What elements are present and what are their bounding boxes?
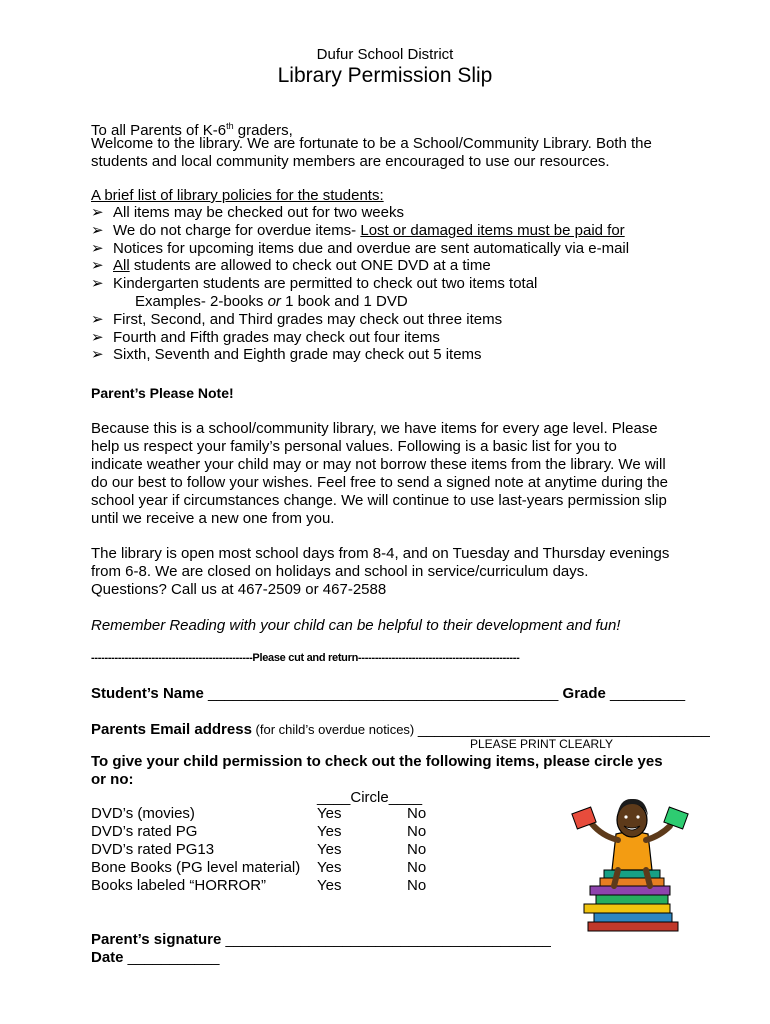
cut-line: ------------------------------------------------Please cut and return------------------------------------------------ xyxy=(91,652,520,664)
table-row xyxy=(91,805,467,823)
policy-text: students are allowed to check out ONE DVD at a time xyxy=(129,257,491,275)
salutation-sup: th xyxy=(226,121,234,131)
grade-label: Grade xyxy=(562,685,606,702)
yes-option[interactable]: Yes xyxy=(317,823,342,840)
item-name: Bone Books (PG level material) xyxy=(91,859,301,876)
policy-text: First, Second, and Third grades may check out three items xyxy=(113,310,503,328)
page-title: Library Permission Slip xyxy=(277,64,493,87)
student-name-row xyxy=(91,685,685,703)
permission-instruction: or no: xyxy=(91,771,134,788)
note-line: school year if circumstances change. We will continue to use last-years permission slip xyxy=(91,492,667,509)
arrow-bullet-icon: ➢ xyxy=(91,328,104,346)
date-field[interactable]: ___________ xyxy=(123,949,220,966)
circle-header: ____Circle____ xyxy=(317,789,423,806)
hours-line: from 6-8. We are closed on holidays and school in service/curriculum days. xyxy=(91,563,589,580)
list-item xyxy=(91,311,629,329)
policy-text: We do not charge for overdue items- xyxy=(113,221,361,239)
policies-heading: A brief list of library policies for the students: xyxy=(91,187,384,204)
list-item xyxy=(91,346,629,364)
date-label: Date xyxy=(91,949,124,966)
yes-option[interactable]: Yes xyxy=(317,805,342,822)
arrow-bullet-icon: ➢ xyxy=(91,346,104,364)
print-clearly-note: PLEASE PRINT CLEARLY xyxy=(470,737,613,751)
note-line: until we receive a new one from you. xyxy=(91,510,335,527)
policy-text: Examples- 2-books xyxy=(135,292,268,310)
note-heading: Parent’s Please Note! xyxy=(91,385,234,401)
arrow-bullet-icon: ➢ xyxy=(91,275,104,293)
grade-field[interactable]: _________ xyxy=(605,685,686,702)
arrow-bullet-icon: ➢ xyxy=(91,310,104,328)
arrow-bullet-icon: ➢ xyxy=(91,257,104,275)
email-label: Parents Email address xyxy=(91,721,252,738)
list-item xyxy=(91,204,629,222)
table-row xyxy=(91,823,467,841)
arrow-bullet-icon: ➢ xyxy=(91,221,104,239)
policy-text: All items may be checked out for two weeks xyxy=(113,204,404,221)
student-name-label: Student’s Name xyxy=(91,685,204,702)
policy-text: 1 book and 1 DVD xyxy=(280,292,408,310)
policies-list xyxy=(91,204,629,364)
list-item xyxy=(91,329,629,347)
list-item xyxy=(91,222,629,240)
policy-text: Fourth and Fifth grades may check out four items xyxy=(113,328,440,346)
note-line: indicate weather your child may or may not borrow these items from the library. We will xyxy=(91,456,666,473)
note-line: Because this is a school/community library, we have items for every age level. Please xyxy=(91,420,658,437)
yes-option[interactable]: Yes xyxy=(317,859,342,876)
policy-italic: or xyxy=(267,292,281,310)
no-option[interactable]: No xyxy=(407,877,427,894)
policy-text: Kindergarten students are permitted to check out two items total xyxy=(113,275,538,293)
no-option[interactable]: No xyxy=(407,805,427,822)
table-row xyxy=(91,877,467,895)
table-row xyxy=(91,841,467,859)
policy-underlined: Lost or damaged items must be paid for xyxy=(360,221,625,239)
arrow-bullet-icon: ➢ xyxy=(91,239,104,257)
hours-line: Questions? Call us at 467-2509 or 467-2588 xyxy=(91,581,387,598)
list-item xyxy=(91,275,629,293)
policy-text: Notices for upcoming items due and overdue are sent automatically via e-mail xyxy=(113,239,630,257)
list-item xyxy=(91,257,629,275)
reading-girl-clipart xyxy=(560,790,695,940)
permission-table xyxy=(91,805,467,895)
signature-label: Parent’s signature xyxy=(91,931,222,948)
yes-option[interactable]: Yes xyxy=(317,841,342,858)
yes-option[interactable]: Yes xyxy=(317,877,342,894)
remember-note: Remember Reading with your child can be helpful to their development and fun! xyxy=(91,617,621,634)
salutation-text: To all Parents of K-6 xyxy=(91,122,227,139)
signature-row xyxy=(91,931,551,949)
student-name-field[interactable]: __________________________________________ xyxy=(203,685,563,702)
email-row xyxy=(91,721,710,739)
note-line: do our best to follow your wishes. Feel free to send a signed note at anytime during the xyxy=(91,474,669,491)
list-item xyxy=(91,240,629,258)
table-row xyxy=(91,859,467,877)
no-option[interactable]: No xyxy=(407,823,427,840)
signature-field[interactable]: _______________________________________ xyxy=(221,931,551,948)
intro-line-2: students and local community members are encouraged to use our resources. xyxy=(91,153,610,170)
item-name: Books labeled “HORROR” xyxy=(91,877,267,894)
hours-line: The library is open most school days from 8-4, and on Tuesday and Thursday evenings xyxy=(91,545,670,562)
item-name: DVD’s rated PG xyxy=(91,823,198,840)
arrow-bullet-icon: ➢ xyxy=(91,204,104,221)
permission-instruction: To give your child permission to check out the following items, please circle yes xyxy=(91,753,663,770)
policy-underlined: All xyxy=(113,257,130,275)
note-line: help us respect your family’s personal values. Following is a basic list for you to xyxy=(91,438,617,455)
item-name: DVD’s (movies) xyxy=(91,805,195,822)
policy-text: Sixth, Seventh and Eighth grade may check out 5 items xyxy=(113,346,482,364)
email-note: (for child’s overdue notices) xyxy=(251,722,418,737)
date-row xyxy=(91,949,219,967)
district-name: Dufur School District xyxy=(316,46,454,63)
item-name: DVD’s rated PG13 xyxy=(91,841,215,858)
list-subitem xyxy=(91,293,629,311)
no-option[interactable]: No xyxy=(407,841,427,858)
no-option[interactable]: No xyxy=(407,859,427,876)
salutation-end: graders, xyxy=(233,122,293,139)
intro-line-1: Welcome to the library. We are fortunate to be a School/Community Library. Both the xyxy=(91,135,652,152)
email-field[interactable]: ___________________________________ xyxy=(417,721,710,738)
